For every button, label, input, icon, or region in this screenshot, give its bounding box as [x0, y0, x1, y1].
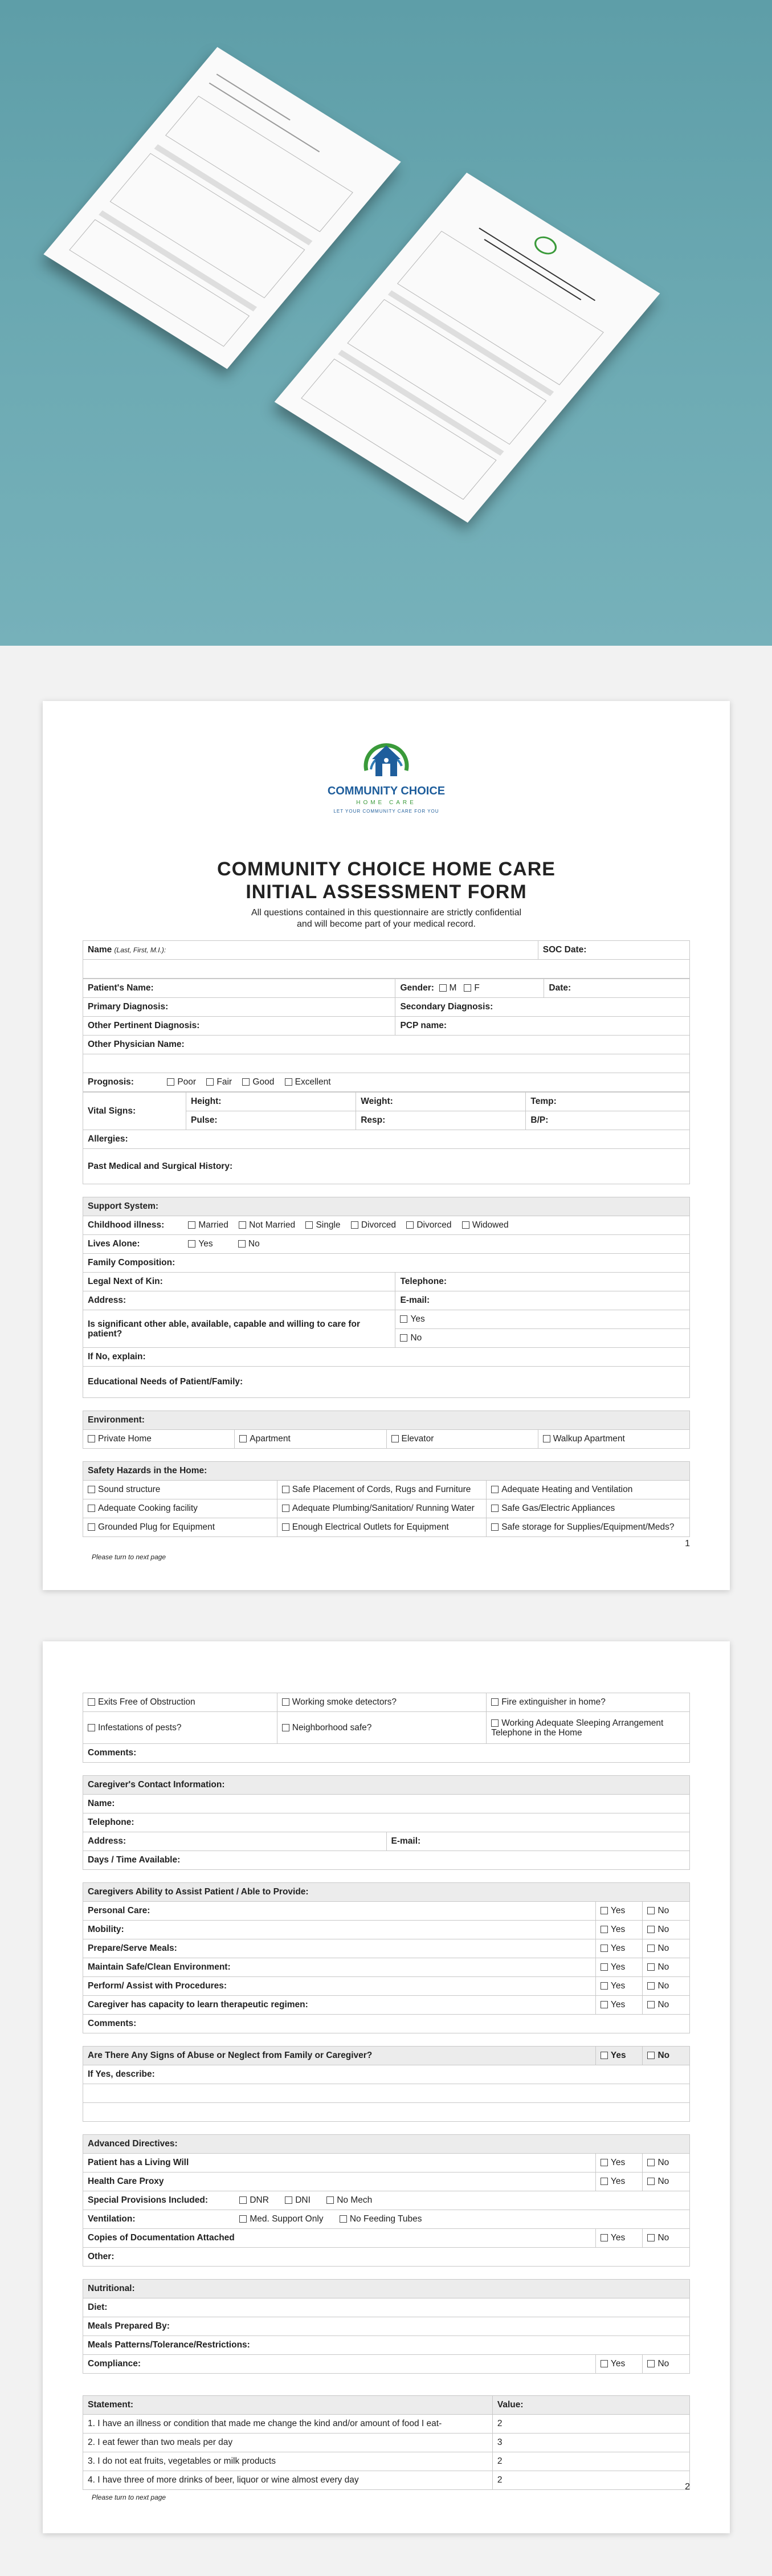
gender-female-checkbox[interactable]: [464, 984, 471, 992]
form-subtitle-line1: All questions contained in this questionnaire are strictly confidential: [251, 908, 522, 918]
turn-page-note-2: Please turn to next page: [92, 2493, 166, 2501]
gender-male-checkbox[interactable]: [439, 984, 447, 992]
not-married-checkbox[interactable]: [239, 1221, 246, 1229]
yes-option[interactable]: Yes: [595, 2047, 643, 2065]
turn-page-note-1: Please turn to next page: [92, 1553, 166, 1561]
primary-diagnosis-field[interactable]: Primary Diagnosis:: [83, 998, 395, 1017]
yes-option[interactable]: Yes: [595, 1958, 643, 1977]
ventilation-field[interactable]: Ventilation: Med. Support Only No Feeding Tubes: [83, 2210, 690, 2229]
prognosis-poor-checkbox[interactable]: [167, 1078, 174, 1086]
ability-item: Caregiver has capacity to learn therapeutic regimen:: [83, 1996, 596, 2015]
yes-option[interactable]: Yes: [595, 1902, 643, 1921]
yes-option[interactable]: Yes: [595, 2173, 643, 2191]
meals-patterns-field[interactable]: Meals Patterns/Tolerance/Restrictions:: [83, 2336, 690, 2355]
meals-prepared-field[interactable]: Meals Prepared By:: [83, 2317, 690, 2336]
ability-item: Mobility:: [83, 1921, 596, 1939]
hazard-option[interactable]: Sound structure: [83, 1481, 277, 1499]
other-physician-field[interactable]: Other Physician Name:: [83, 1036, 690, 1054]
ability-item: Maintain Safe/Clean Environment:: [83, 1958, 596, 1977]
gender-field[interactable]: Gender: M F: [395, 979, 544, 998]
kin-telephone-field[interactable]: Telephone:: [395, 1273, 690, 1291]
blank-row[interactable]: [83, 2084, 690, 2103]
dni-checkbox[interactable]: [285, 2196, 292, 2204]
divorced-checkbox-2[interactable]: [406, 1221, 414, 1229]
statement-value[interactable]: 3: [492, 2434, 689, 2452]
nutritional-header: Nutritional:: [83, 2280, 690, 2298]
patients-name-field[interactable]: Patient's Name:: [83, 979, 395, 998]
directives-other-field[interactable]: Other:: [83, 2248, 690, 2267]
no-option[interactable]: No: [643, 2154, 690, 2173]
no-option[interactable]: No: [643, 1996, 690, 2015]
copies-attached-item: Copies of Documentation Attached: [83, 2229, 596, 2248]
form-subtitle-line2: and will become part of your medical record.: [297, 919, 476, 929]
patient-info-table: [83, 940, 690, 979]
widowed-checkbox[interactable]: [462, 1221, 469, 1229]
blank-row[interactable]: [83, 2103, 690, 2122]
dnr-checkbox[interactable]: [239, 2196, 247, 2204]
private-home-option[interactable]: Private Home: [83, 1430, 235, 1449]
ability-comments-field[interactable]: Comments:: [83, 2015, 690, 2033]
prognosis-fair-checkbox[interactable]: [206, 1078, 214, 1086]
statement-value[interactable]: 2: [492, 2471, 689, 2490]
yes-option[interactable]: Yes: [595, 1977, 643, 1996]
living-will-item: Patient has a Living Will: [83, 2154, 596, 2173]
hazard-option[interactable]: Fire extinguisher in home?: [487, 1693, 690, 1712]
caregiver-name-field[interactable]: Name:: [83, 1795, 690, 1813]
form-page-1: [43, 701, 730, 1590]
kin-email-field[interactable]: E-mail:: [395, 1291, 690, 1310]
abuse-question: Are There Any Signs of Abuse or Neglect from Family or Caregiver?: [83, 2047, 596, 2065]
form-title-line1: COMMUNITY CHOICE HOME CARE: [217, 858, 555, 880]
caregiver-email-field[interactable]: E-mail:: [386, 1832, 690, 1851]
abuse-describe-field[interactable]: If Yes, describe:: [83, 2065, 690, 2084]
no-feeding-tubes-checkbox[interactable]: [340, 2215, 347, 2223]
no-option[interactable]: No: [643, 2047, 690, 2065]
form-title-line2: INITIAL ASSESSMENT FORM: [246, 881, 527, 903]
family-composition-field[interactable]: Family Composition:: [83, 1254, 690, 1273]
no-mech-checkbox[interactable]: [326, 2196, 334, 2204]
walkup-apartment-option[interactable]: Walkup Apartment: [538, 1430, 689, 1449]
significant-other-question: Is significant other able, available, capable and willing to care for patient?: [83, 1310, 395, 1348]
statement-text: 2. I eat fewer than two meals per day: [83, 2434, 493, 2452]
bp-field[interactable]: B/P:: [526, 1111, 690, 1130]
yes-option[interactable]: Yes: [595, 1921, 643, 1939]
lives-alone-yes-checkbox[interactable]: [188, 1240, 195, 1248]
hazard-option[interactable]: Adequate Plumbing/Sanitation/ Running Water: [277, 1499, 486, 1518]
secondary-diagnosis-field[interactable]: Secondary Diagnosis:: [395, 998, 690, 1017]
no-option[interactable]: No: [643, 2355, 690, 2374]
caregiver-ability-header: Caregivers Ability to Assist Patient / Able to Provide:: [83, 1883, 690, 1902]
statement-text: 4. I have three of more drinks of beer, liquor or wine almost every day: [83, 2471, 493, 2490]
hazard-option[interactable]: Adequate Cooking facility: [83, 1499, 277, 1518]
vital-signs-table: [83, 1092, 690, 1184]
support-system-table: [83, 1197, 690, 1398]
hazard-option[interactable]: Exits Free of Obstruction: [83, 1693, 277, 1712]
yes-option[interactable]: Yes: [595, 2154, 643, 2173]
if-no-explain-field[interactable]: If No, explain:: [83, 1348, 690, 1367]
statement-value-table: [83, 2395, 690, 2490]
single-checkbox[interactable]: [305, 1221, 313, 1229]
hazard-option[interactable]: Adequate Heating and Ventilation: [487, 1481, 690, 1499]
allergies-field[interactable]: Allergies:: [83, 1130, 690, 1149]
hazard-option[interactable]: Working Adequate Sleeping Arrangement Telephone in the Home: [487, 1712, 690, 1744]
statement-value[interactable]: 2: [492, 2452, 689, 2471]
form-page-2: [43, 1641, 730, 2533]
apartment-option[interactable]: Apartment: [235, 1430, 386, 1449]
caregiver-contact-table: [83, 1775, 690, 1870]
statement-text: 1. I have an illness or condition that made me change the kind and/or amount of food I eat-: [83, 2415, 493, 2434]
hazards-comments-field[interactable]: Comments:: [83, 1744, 690, 1763]
page-number-2: 2: [685, 2482, 690, 2492]
special-provisions-field[interactable]: Special Provisions Included: DNR DNI No Mech: [83, 2191, 690, 2210]
vital-signs-label: Vital Signs:: [83, 1093, 186, 1130]
significant-yes-option[interactable]: Yes: [395, 1310, 690, 1329]
no-option[interactable]: No: [643, 1977, 690, 1996]
caregiver-ability-table: [83, 1882, 690, 2033]
no-option[interactable]: No: [643, 1958, 690, 1977]
safety-hazards-table: [83, 1461, 690, 1537]
ability-item: Prepare/Serve Meals:: [83, 1939, 596, 1958]
no-option[interactable]: No: [643, 1902, 690, 1921]
lives-alone-no-checkbox[interactable]: [238, 1240, 246, 1248]
diet-field[interactable]: Diet:: [83, 2298, 690, 2317]
health-care-proxy-item: Health Care Proxy: [83, 2173, 596, 2191]
kin-address-field[interactable]: Address:: [83, 1291, 395, 1310]
ability-item: Perform/ Assist with Procedures:: [83, 1977, 596, 1996]
form-body-2: [83, 1693, 690, 2490]
no-option[interactable]: No: [643, 2229, 690, 2248]
elevator-option[interactable]: Elevator: [386, 1430, 538, 1449]
abuse-table: [83, 2046, 690, 2122]
other-diagnosis-field[interactable]: Other Pertinent Diagnosis:: [83, 1017, 395, 1036]
soc-date-field[interactable]: SOC Date:: [538, 941, 689, 960]
significant-no-option[interactable]: No: [395, 1329, 690, 1348]
yes-option[interactable]: Yes: [595, 1996, 643, 2015]
advanced-directives-table: [83, 2134, 690, 2267]
blank-row: [83, 960, 690, 979]
hazard-option[interactable]: Enough Electrical Outlets for Equipment: [277, 1518, 486, 1537]
education-needs-field[interactable]: Educational Needs of Patient/Family:: [83, 1367, 690, 1398]
prognosis-good-checkbox[interactable]: [242, 1078, 250, 1086]
med-support-checkbox[interactable]: [239, 2215, 247, 2223]
safety-hazards-header: Safety Hazards in the Home:: [83, 1462, 690, 1481]
hazard-option[interactable]: Working smoke detectors?: [277, 1693, 486, 1712]
value-col-header: Value:: [492, 2396, 689, 2415]
environment-table: [83, 1411, 690, 1449]
blank-row: [83, 1054, 690, 1073]
statement-col-header: Statement:: [83, 2396, 493, 2415]
ability-item: Personal Care:: [83, 1902, 596, 1921]
name-field[interactable]: Name (Last, First, M.I.):: [83, 941, 538, 960]
hazard-option[interactable]: Infestations of pests?: [83, 1712, 277, 1744]
logo-brand-name: COMMUNITY CHOICE: [327, 785, 446, 797]
yes-option[interactable]: Yes: [595, 1939, 643, 1958]
married-checkbox[interactable]: [188, 1221, 195, 1229]
hazard-option[interactable]: Safe storage for Supplies/Equipment/Meds?: [487, 1518, 690, 1537]
hazard-option[interactable]: Neighborhood safe?: [277, 1712, 486, 1744]
no-option[interactable]: No: [643, 1939, 690, 1958]
no-option[interactable]: No: [643, 2173, 690, 2191]
safety-hazards-table-cont: [83, 1693, 690, 1763]
hazard-option[interactable]: Safe Placement of Cords, Rugs and Furniture: [277, 1481, 486, 1499]
no-option[interactable]: No: [643, 1921, 690, 1939]
environment-header: Environment:: [83, 1411, 690, 1430]
prognosis-field[interactable]: Prognosis: Poor Fair Good Excellent: [83, 1073, 690, 1092]
next-of-kin-field[interactable]: Legal Next of Kin:: [83, 1273, 395, 1291]
compliance-item: Compliance:: [83, 2355, 596, 2374]
weight-field[interactable]: Weight:: [356, 1093, 526, 1111]
advanced-directives-header: Advanced Directives:: [83, 2135, 690, 2154]
logo-tagline: LET YOUR COMMUNITY CARE FOR YOU: [333, 809, 439, 814]
history-field[interactable]: Past Medical and Surgical History:: [83, 1149, 690, 1184]
resp-field[interactable]: Resp:: [356, 1111, 526, 1130]
divorced-checkbox[interactable]: [351, 1221, 358, 1229]
childhood-illness-field[interactable]: Childhood illness: Married Not Married Single Divorced Divorced Widowed: [83, 1216, 690, 1235]
yes-option[interactable]: Yes: [595, 2355, 643, 2374]
prognosis-excellent-checkbox[interactable]: [285, 1078, 292, 1086]
yes-option[interactable]: Yes: [595, 2229, 643, 2248]
statement-text: 3. I do not eat fruits, vegetables or milk products: [83, 2452, 493, 2471]
caregiver-days-field[interactable]: Days / Time Available:: [83, 1851, 690, 1870]
hazard-option[interactable]: Safe Gas/Electric Appliances: [487, 1499, 690, 1518]
caregiver-address-field[interactable]: Address:: [83, 1832, 387, 1851]
hazard-option[interactable]: Grounded Plug for Equipment: [83, 1518, 277, 1537]
mockup-hero: [0, 0, 772, 646]
nutritional-table: [83, 2279, 690, 2374]
caregiver-contact-header: Caregiver's Contact Information:: [83, 1776, 690, 1795]
statement-value[interactable]: 2: [492, 2415, 689, 2434]
form-body-1: [83, 940, 690, 1537]
pcp-name-field[interactable]: PCP name:: [395, 1017, 690, 1036]
caregiver-telephone-field[interactable]: Telephone:: [83, 1813, 690, 1832]
patient-details-table: [83, 979, 690, 1092]
support-system-header: Support System:: [83, 1197, 690, 1216]
page-number-1: 1: [685, 1539, 690, 1548]
height-field[interactable]: Height:: [186, 1093, 356, 1111]
pulse-field[interactable]: Pulse:: [186, 1111, 356, 1130]
logo-home-care: HOME CARE: [356, 800, 416, 806]
temp-field[interactable]: Temp:: [526, 1093, 690, 1111]
lives-alone-field[interactable]: Lives Alone: Yes No: [83, 1235, 690, 1254]
company-logo: [326, 735, 446, 821]
date-field[interactable]: Date:: [544, 979, 690, 998]
